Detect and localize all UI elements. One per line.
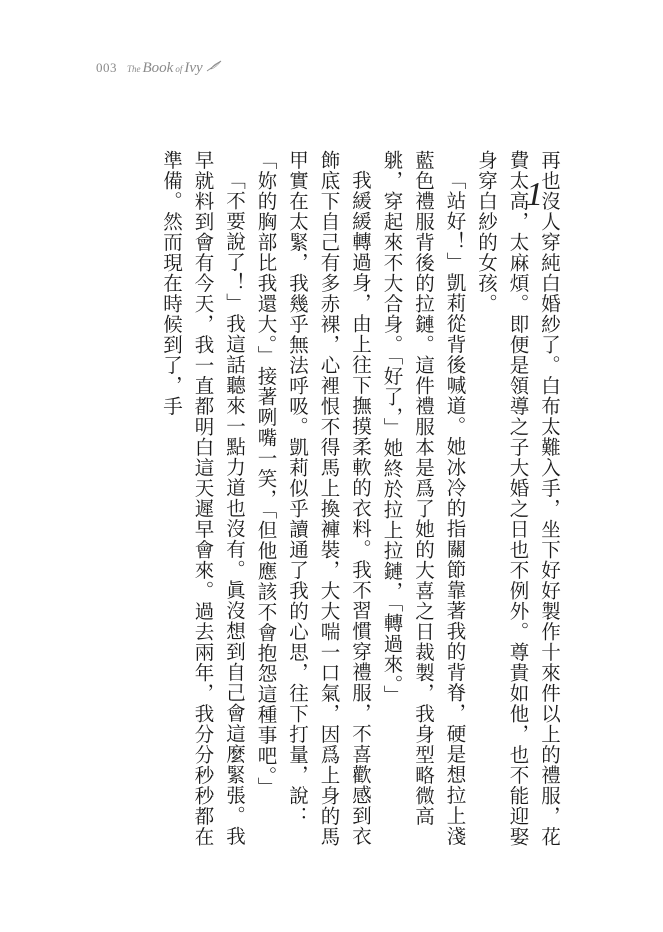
chapter-number: 1	[526, 176, 543, 213]
logo-word-of: of	[175, 64, 183, 74]
running-header	[96, 60, 222, 77]
leaf-icon	[206, 60, 222, 72]
page-number: 003	[96, 60, 117, 75]
paragraph-1: 再也沒人穿純白婚紗了。白布太難入手，坐下好好製作十來件以上的禮服，花費太高，太麻煩。即便是領導之子大婚之日也不例外。尊貴如他，也不能迎娶身穿白紗的女孩。	[475, 150, 561, 847]
chapter-body-text	[156, 150, 566, 850]
book-title-logo	[127, 60, 222, 77]
paragraph-2: 「站好！」凱莉從背後喊道。她冰冷的指關節靠著我的背脊，硬是想拉上淺藍色禮服背後的拉鏈。這件禮服本是爲了她的大喜之日裁製，我身型略微高䠷，穿起來不大合身。「好了，」她終於拉上拉鏈，「轉過來。」	[380, 150, 467, 846]
paragraph-4: 「不要說了！」我這話聽來一點力道也沒有。眞沒想到自己會這麼緊張。我早就料到會有今天，我一直都明白這天遲早會來。過去兩年，我分分秒秒都在準備。然而現在時候到了，手	[160, 150, 246, 847]
paragraph-3: 我緩緩轉過身，由上往下撫摸柔軟的衣料。我不習慣穿禮服，不喜歡感到衣飾底下自己有多赤裸，心裡恨不得馬上換褲裝，大大喘一口氣，因爲上身的馬甲實在太緊，我幾乎無法呼吸。凱莉似乎讀通了我的心思，往下打量，說：「妳的胸部比我還大。」接著咧嘴一笑，「但他應該不會抱怨這種事吧。」	[254, 150, 372, 847]
logo-word-ivy: Ivy	[184, 60, 203, 76]
logo-word-the: The	[127, 64, 141, 74]
logo-word-book: Book	[142, 60, 174, 76]
